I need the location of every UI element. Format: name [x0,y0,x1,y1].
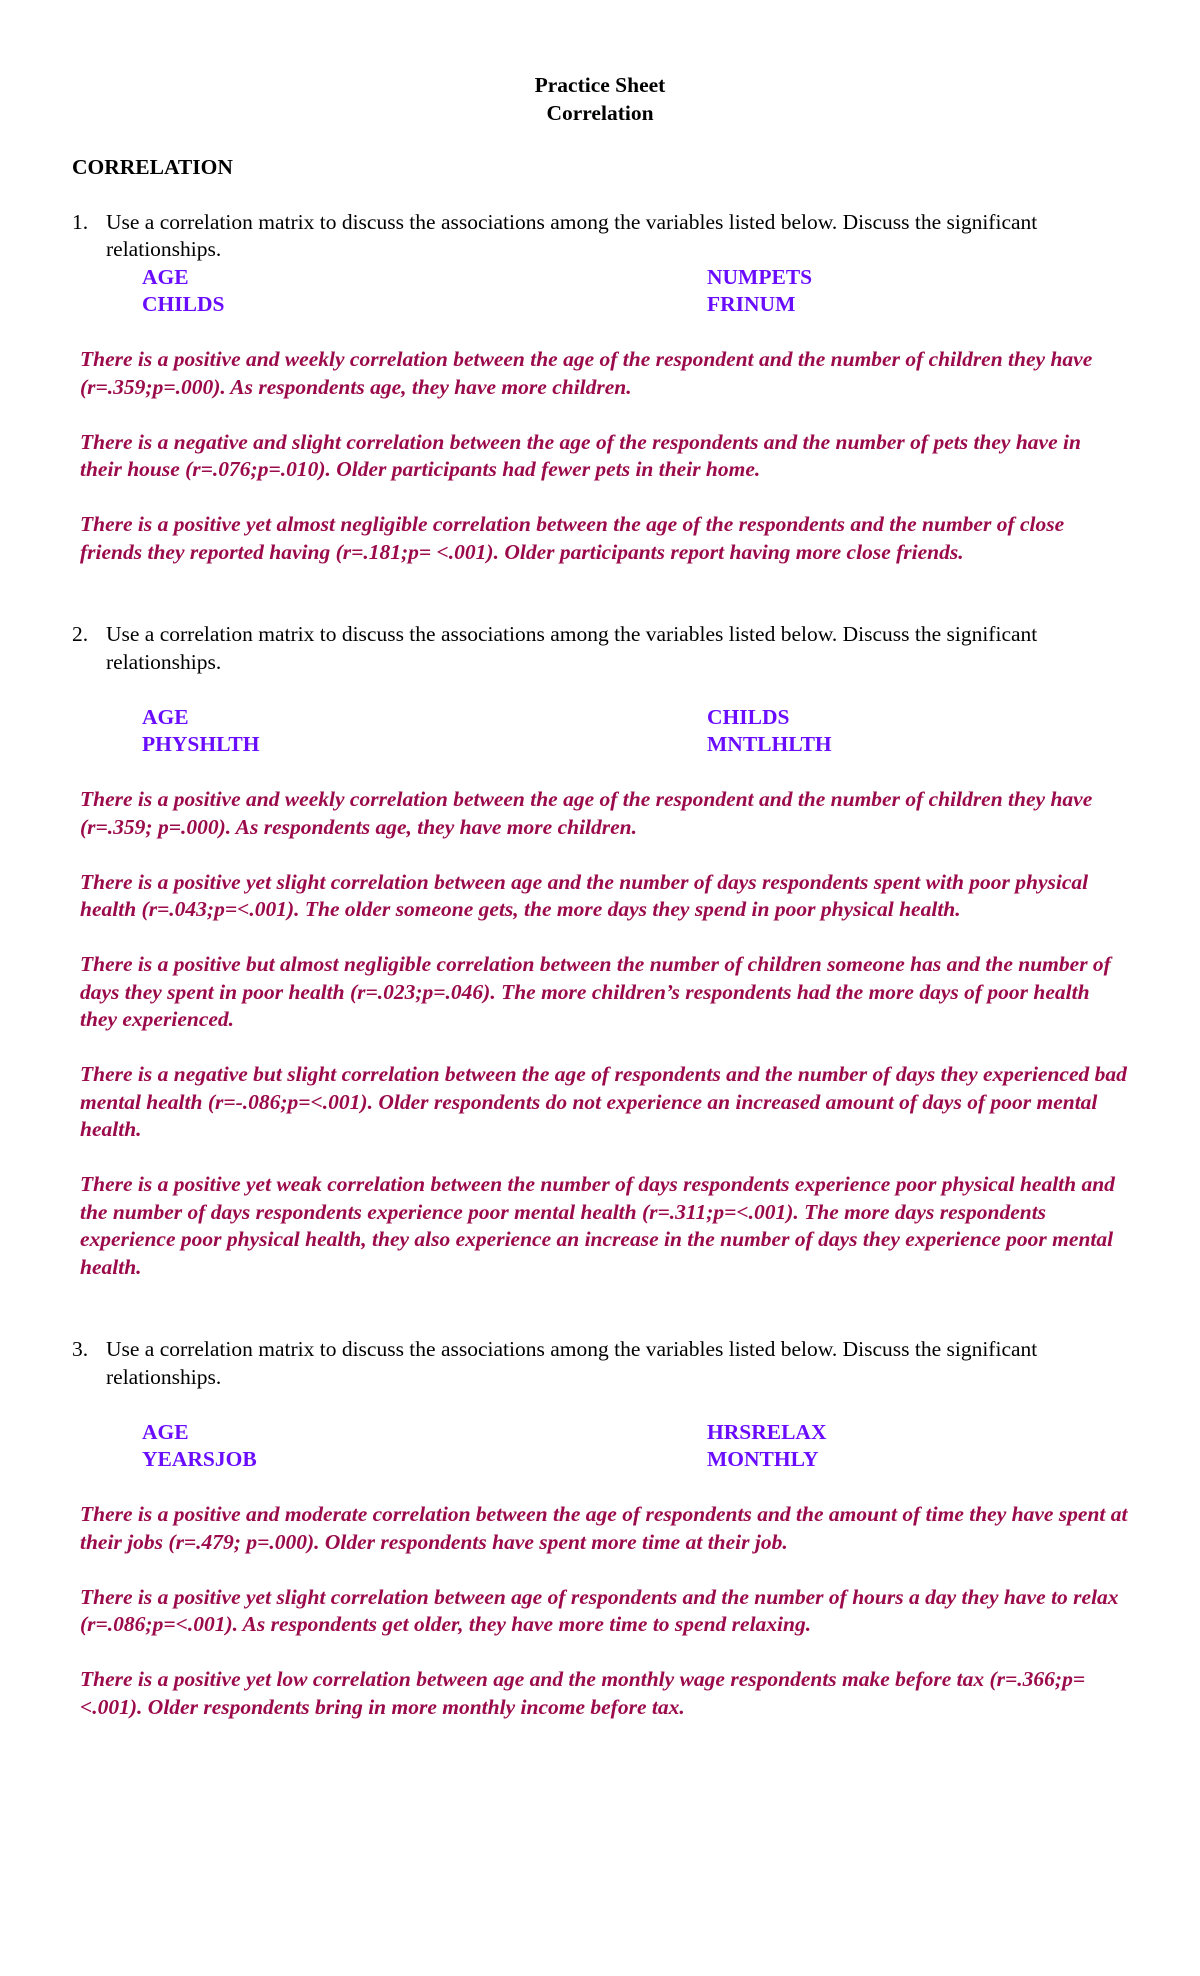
page-title: Practice Sheet [534,73,666,97]
question-prompt: Use a correlation matrix to discuss the associations among the variables listed below. Discuss the significant relationships. [106,1337,1038,1389]
page-subtitle: Correlation [546,100,654,125]
question-number: 3. [72,1337,89,1361]
variable-name: PHYSHLTH [142,732,260,756]
variable-name: MNTLHLTH [707,732,832,756]
answer-paragraph: There is a negative and slight correlation between the age of the respondents and the number of pets they have in their house (r=.076;p=.010). Older participants had fewer pets in their home. [80,429,1081,481]
variable-list [142,264,1128,319]
answer-paragraph: There is a positive but almost negligible correlation between the number of children someone has and the number of days they spent in poor health (r=.023;p=.046). The more children’s respondents had the more days of poor health they experienced. [80,952,1111,1031]
answer-block-2 [80,786,1128,1281]
section-heading: CORRELATION [72,155,233,179]
variable-name: CHILDS [707,704,790,729]
variable-name: HRSRELAX [707,1419,827,1444]
variable-name: FRINUM [707,292,796,316]
variable-list [142,1419,1128,1474]
question-number: 1. [72,209,89,234]
answer-paragraph: There is a positive and moderate correlation between the age of respondents and the amount of time they have spent at their jobs (r=.479; p=.000). Older respondents have spent more time at their job. [80,1502,1128,1554]
answer-paragraph: There is a positive yet slight correlation between age of respondents and the number of hours a day they have to relax (r=.086;p=<.001). As respondents get older, they have more time to spend relaxing. [80,1584,1119,1636]
answer-paragraph: There is a positive and weekly correlation between the age of the respondent and the number of children they have (r=.359; p=.000). As respondents age, they have more children. [80,787,1093,839]
variable-name: AGE [142,704,189,729]
variable-name: CHILDS [142,292,225,316]
question-1 [72,209,1128,319]
question-prompt: Use a correlation matrix to discuss the associations among the variables listed below. Discuss the significant relationships. [106,622,1038,674]
answer-paragraph: There is a positive yet almost negligible correlation between the age of the respondents and the number of close friends they reported having (r=.181;p= <.001). Older participants report having more close friends. [80,512,1065,564]
question-number: 2. [72,622,89,646]
variable-name: NUMPETS [707,264,813,289]
answer-block-1 [80,346,1128,566]
question-3 [72,1336,1128,1474]
answer-paragraph: There is a positive yet slight correlation between age and the number of days respondents spent with poor physical health (r=.043;p=<.001). The older someone gets, the more days they spend in poor physical health. [80,869,1089,921]
question-2 [72,621,1128,759]
answer-block-3 [80,1501,1128,1721]
variable-list [142,704,1128,759]
answer-paragraph: There is a positive yet weak correlation between the number of days respondents experience poor physical health and the number of days respondents experience poor mental health (r=.311;p=<.001). The more days respondents experience poor physical health, they also experience an increase in the number of days they experience poor mental health. [80,1172,1115,1279]
variable-name: YEARSJOB [142,1447,257,1471]
answer-paragraph: There is a positive yet low correlation between age and the monthly wage respondents make before tax (r=.366;p=<.001). Older respondents bring in more monthly income before tax. [80,1667,1086,1719]
answer-paragraph: There is a negative but slight correlation between the age of respondents and the number of days they experienced bad mental health (r=-.086;p=<.001). Older respondents do not experience an increased amount of days of poor mental health. [80,1062,1127,1141]
answer-paragraph: There is a positive and weekly correlation between the age of the respondent and the number of children they have (r=.359;p=.000). As respondents age, they have more children. [80,347,1093,399]
question-prompt: Use a correlation matrix to discuss the associations among the variables listed below. Discuss the significant relationships. [106,209,1038,261]
variable-name: AGE [142,1419,189,1444]
variable-name: MONTHLY [707,1447,819,1471]
variable-name: AGE [142,264,189,289]
